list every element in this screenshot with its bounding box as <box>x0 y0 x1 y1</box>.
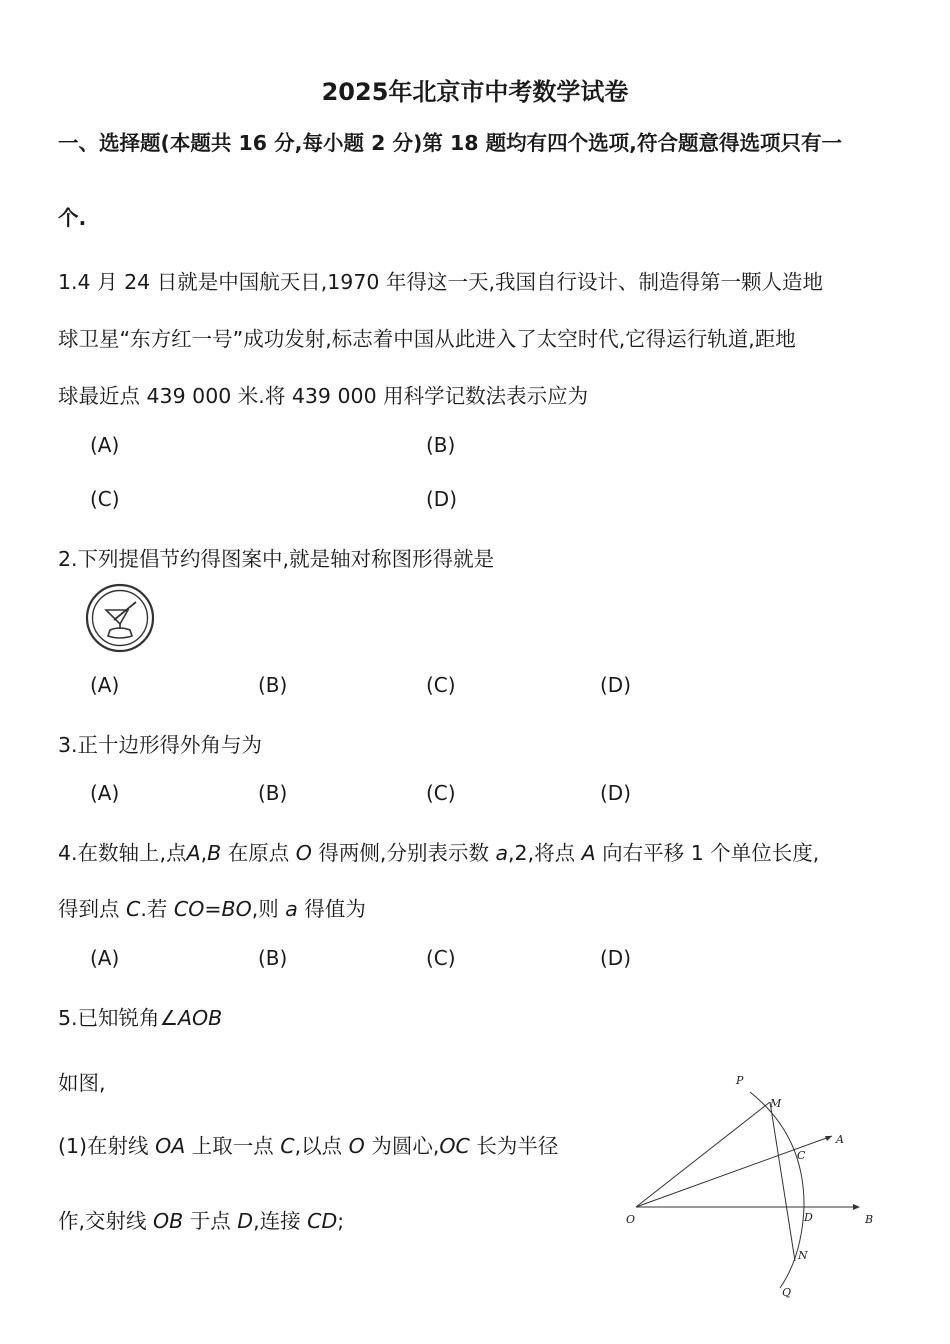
q4-option-d[interactable]: (D) <box>600 946 632 970</box>
q4-line1: 4.在数轴上,点A,B 在原点 O 得两侧,分别表示数 a,2,将点 A 向右平移 1 个单位长度, <box>58 841 820 865</box>
label-d: D <box>804 1211 813 1224</box>
label-n: N <box>798 1249 808 1262</box>
q1-option-d[interactable]: (D) <box>426 487 458 511</box>
q5-stem: 5.已知锐角∠AOB <box>58 1006 223 1030</box>
ray-oa <box>636 1136 832 1207</box>
q3-option-a[interactable]: (A) <box>90 781 120 805</box>
q1-line3: 球最近点 439 000 米.将 439 000 用科学记数法表示应为 <box>58 384 589 408</box>
q1-line2: 球卫星“东方红一号”成功发射,标志着中国从此进入了太空时代,它得运行轨道,距地 <box>58 327 796 351</box>
label-m: M <box>770 1097 782 1110</box>
section-heading-line1: 一、选择题(本题共 16 分,每小题 2 分)第 18 题均有四个选项,符合题意得选项只有一 <box>58 131 842 155</box>
q2-option-d[interactable]: (D) <box>600 673 632 697</box>
saving-emblem-icon <box>84 582 156 654</box>
q2-stem: 2.下列提倡节约得图案中,就是轴对称图形得就是 <box>58 547 495 571</box>
q4-option-a[interactable]: (A) <box>90 946 120 970</box>
q1-option-b[interactable]: (B) <box>426 433 456 457</box>
q4-line2: 得到点 C.若 CO=BO,则 a 得值为 <box>58 897 366 921</box>
q2-option-c[interactable]: (C) <box>426 673 456 697</box>
line-mn <box>770 1102 795 1261</box>
page-title: 2025年北京市中考数学试卷 <box>321 78 629 106</box>
q3-option-d[interactable]: (D) <box>600 781 632 805</box>
line-om <box>636 1102 770 1207</box>
section-heading-line2: 个. <box>58 206 87 230</box>
q4-option-b[interactable]: (B) <box>258 946 288 970</box>
q3-option-b[interactable]: (B) <box>258 781 288 805</box>
q1-option-a[interactable]: (A) <box>90 433 120 457</box>
q2-option-b[interactable]: (B) <box>258 673 288 697</box>
q3-option-c[interactable]: (C) <box>426 781 456 805</box>
construction-figure <box>620 1066 890 1302</box>
q5-line-ru: 如图, <box>58 1071 106 1095</box>
q1-line1: 1.4 月 24 日就是中国航天日,1970 年得这一天,我国自行设计、制造得第一颗人造地 <box>58 270 823 294</box>
label-b: B <box>865 1213 874 1226</box>
q3-stem: 3.正十边形得外角与为 <box>58 733 263 757</box>
label-c: C <box>797 1149 806 1162</box>
q1-option-c[interactable]: (C) <box>90 487 120 511</box>
q2-option-a[interactable]: (A) <box>90 673 120 697</box>
q5-step2: 作,交射线 OB 于点 D,连接 CD; <box>58 1209 345 1233</box>
q4-option-c[interactable]: (C) <box>426 946 456 970</box>
q5-step1: (1)在射线 OA 上取一点 C,以点 O 为圆心,OC 长为半径 <box>58 1134 559 1158</box>
label-q: Q <box>782 1286 792 1299</box>
label-o: O <box>626 1213 636 1226</box>
label-a: A <box>836 1133 844 1146</box>
arc-cd <box>750 1092 804 1288</box>
label-p: P <box>736 1074 744 1087</box>
